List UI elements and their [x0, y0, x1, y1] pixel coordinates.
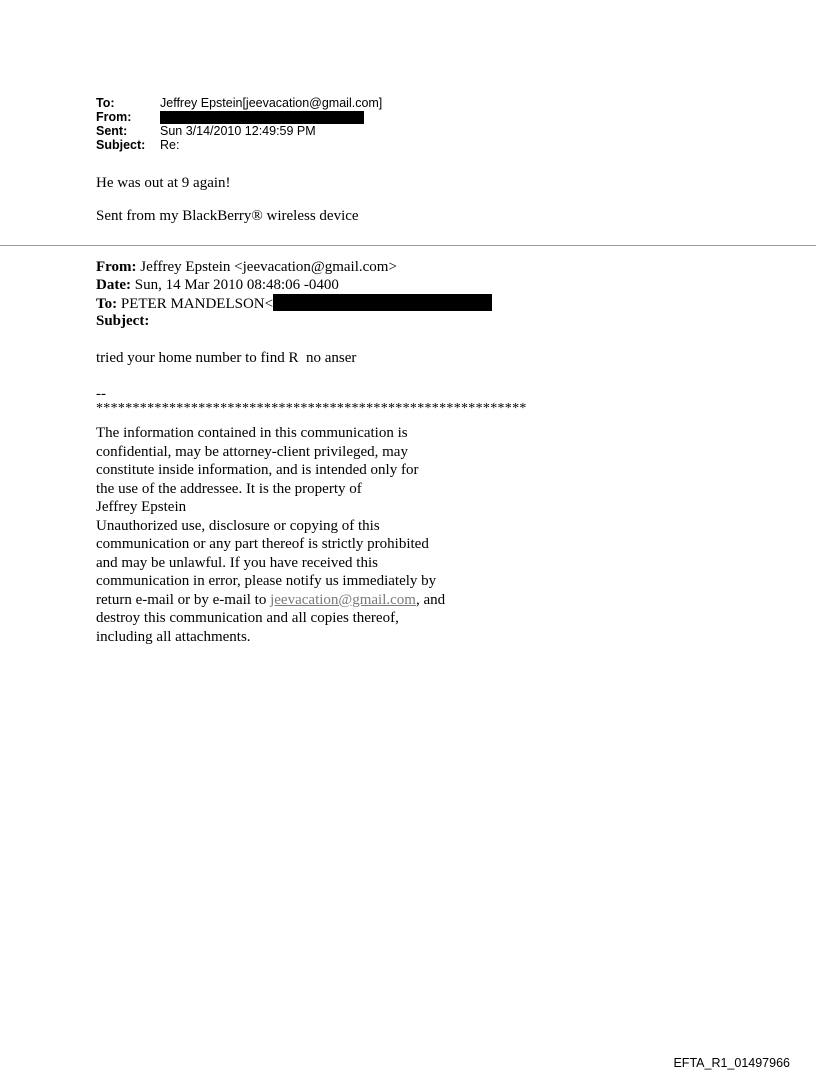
subject-label: Subject: [96, 138, 146, 152]
divider [0, 245, 816, 246]
to-label: To: [96, 96, 115, 110]
reply-signature: Sent from my BlackBerry® wireless device [96, 208, 359, 224]
asterisk-line: *********************************************************** [96, 401, 527, 416]
disclaimer-line: including all attachments. [96, 628, 251, 645]
disclaimer-link-line [96, 591, 516, 610]
disclaimer-line: and may be unlawful. If you have received this [96, 554, 378, 571]
email-link[interactable]: jeevacation@gmail.com [270, 591, 416, 608]
disclaimer-line: Unauthorized use, disclosure or copying of this [96, 517, 380, 534]
disclaimer-line: the use of the addressee. It is the property of [96, 480, 362, 497]
signature-separator: -- [96, 386, 106, 402]
sent-label: Sent: [96, 124, 128, 138]
reply-text: He was out at 9 again! [96, 175, 231, 191]
header-subject-row [96, 138, 382, 152]
forwarded-subject-row [96, 312, 492, 330]
disclaimer-link-prefix: return e-mail or by e-mail to [96, 591, 271, 608]
email-header [96, 96, 382, 152]
subject-value: Re: [160, 138, 180, 152]
forwarded-from-row [96, 258, 492, 276]
forwarded-date-label: Date: [96, 277, 131, 293]
from-label: From: [96, 110, 132, 124]
sent-value: Sun 3/14/2010 12:49:59 PM [160, 124, 316, 138]
forwarded-to-value: PETER MANDELSON< [117, 296, 274, 312]
forwarded-date-value: Sun, 14 Mar 2010 08:48:06 -0400 [130, 277, 339, 293]
forwarded-subject-label: Subject: [96, 313, 150, 329]
header-to-row [96, 96, 382, 110]
disclaimer-line: destroy this communication and all copies thereof, [96, 610, 399, 626]
disclaimer-line: constitute inside information, and is intended only for [96, 462, 419, 478]
forwarded-body: tried your home number to find R no anser [96, 350, 357, 366]
to-value: Jeffrey Epstein[jeevacation@gmail.com] [160, 96, 383, 110]
header-sent-row [96, 124, 382, 138]
forwarded-to-row [96, 294, 492, 312]
disclaimer-line: confidential, may be attorney-client privileged, may [96, 443, 408, 460]
forwarded-header [96, 258, 492, 330]
disclaimer-line: communication in error, please notify us immediately by [96, 573, 437, 589]
disclaimer-line: communication or any part thereof is strictly prohibited [96, 536, 429, 552]
document-id: EFTA_R1_01497966 [673, 1056, 790, 1070]
redaction-bar [160, 111, 364, 124]
disclaimer [96, 424, 516, 646]
header-from-row [96, 110, 382, 124]
forwarded-from-label: From: [96, 259, 137, 275]
forwarded-to-label: To: [96, 296, 118, 312]
disclaimer-line: Jeffrey Epstein [96, 499, 187, 515]
disclaimer-line: The information contained in this communication is [96, 425, 408, 441]
forwarded-date-row [96, 276, 492, 294]
disclaimer-link-suffix: , and [415, 591, 446, 608]
redaction-bar [273, 294, 492, 311]
forwarded-from-value: Jeffrey Epstein <jeevacation@gmail.com> [136, 259, 397, 275]
